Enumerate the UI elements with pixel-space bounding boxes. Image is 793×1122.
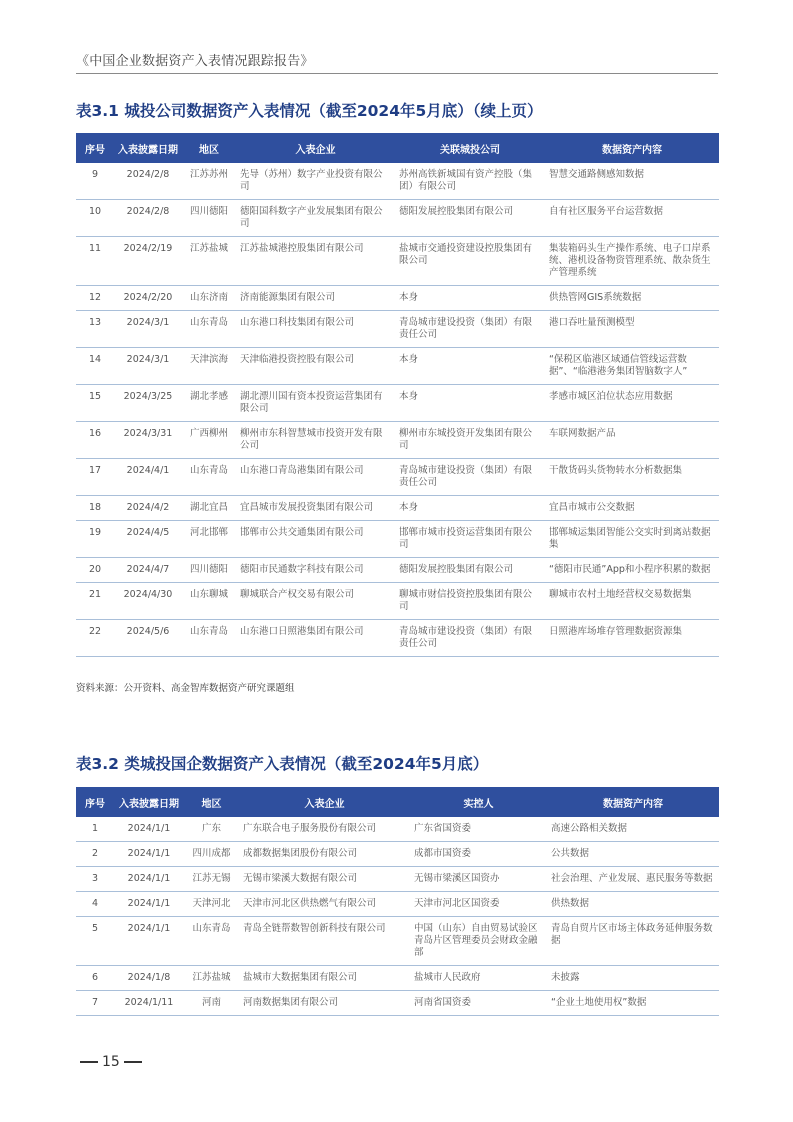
- table-cell: 孝感市城区泊位状态应用数据: [545, 385, 719, 422]
- table-cell: 2024/3/31: [114, 422, 182, 459]
- table-row: [76, 817, 719, 842]
- table-cell: 山东青岛: [182, 311, 236, 348]
- table-cell: 供热管网GIS系统数据: [545, 286, 719, 311]
- table-cell: 无锡市梁溪区国资办: [410, 867, 547, 892]
- table-cell: 济南能源集团有限公司: [236, 286, 395, 311]
- table-row: [76, 917, 719, 966]
- table-cell: 2024/1/1: [114, 917, 184, 966]
- table-cell: 青岛城市建设投资（集团）有限责任公司: [395, 459, 545, 496]
- table-cell: 12: [76, 286, 114, 311]
- table-cell: 广东省国资委: [410, 817, 547, 842]
- table-cell: 7: [76, 991, 114, 1016]
- table2-title: 表3.2 类城投国企数据资产入表情况（截至2024年5月底）: [76, 755, 489, 773]
- report-header-title: 《中国企业数据资产入表情况跟踪报告》: [76, 54, 314, 69]
- table-cell: 山东青岛: [182, 620, 236, 657]
- table-cell: 2024/4/1: [114, 459, 182, 496]
- table-cell: 无锡市梁溪大数据有限公司: [239, 867, 410, 892]
- table-cell: 6: [76, 966, 114, 991]
- table-cell: 2024/5/6: [114, 620, 182, 657]
- table-cell: 集装箱码头生产操作系统、电子口岸系统、港机设备物资管理系统、散杂货生产管理系统: [545, 237, 719, 286]
- table-cell: 湖北孝感: [182, 385, 236, 422]
- table-cell: 2024/1/1: [114, 817, 184, 842]
- table-cell: 22: [76, 620, 114, 657]
- table-cell: 2024/1/1: [114, 842, 184, 867]
- table-cell: 四川成都: [184, 842, 239, 867]
- table-cell: 天津市河北区供热燃气有限公司: [239, 892, 410, 917]
- table-cell: 社会治理、产业发展、惠民服务等数据: [547, 867, 719, 892]
- table1-title: 表3.1 城投公司数据资产入表情况（截至2024年5月底）（续上页）: [76, 102, 543, 120]
- header-divider: [76, 73, 718, 74]
- table-cell: “德阳市民通”App和小程序积累的数据: [545, 558, 719, 583]
- table-row: [76, 496, 719, 521]
- table-cell: 青岛全链帮数智创新科技有限公司: [239, 917, 410, 966]
- table-cell: 盐城市大数据集团有限公司: [239, 966, 410, 991]
- table2-column-header: 序号: [76, 787, 114, 817]
- page-number: [76, 1054, 146, 1070]
- table-cell: 山东港口日照港集团有限公司: [236, 620, 395, 657]
- table-cell: 邯郸市公共交通集团有限公司: [236, 521, 395, 558]
- table-cell: 江苏盐城: [182, 237, 236, 286]
- table-row: [76, 991, 719, 1016]
- table-cell: 天津河北: [184, 892, 239, 917]
- table-cell: 5: [76, 917, 114, 966]
- table-cell: 天津滨海: [182, 348, 236, 385]
- table-cell: 14: [76, 348, 114, 385]
- table-cell: 本身: [395, 348, 545, 385]
- table-cell: 17: [76, 459, 114, 496]
- table-row: [76, 459, 719, 496]
- table-cell: 智慧交通路侧感知数据: [545, 163, 719, 200]
- table-cell: 2024/4/2: [114, 496, 182, 521]
- table-cell: 成都数据集团股份有限公司: [239, 842, 410, 867]
- table-cell: 10: [76, 200, 114, 237]
- table-cell: 公共数据: [547, 842, 719, 867]
- table-cell: 港口吞吐量预测模型: [545, 311, 719, 348]
- source-note: 资料来源：公开资料、高金智库数据资产研究课题组: [76, 683, 295, 694]
- table-row: [76, 558, 719, 583]
- table-cell: 2: [76, 842, 114, 867]
- table-cell: 3: [76, 867, 114, 892]
- table-cell: 河南: [184, 991, 239, 1016]
- table-cell: 未披露: [547, 966, 719, 991]
- table-cell: “保税区临港区域通信管线运营数据”、“临港港务集团智脑数字人”: [545, 348, 719, 385]
- table-cell: 河南数据集团有限公司: [239, 991, 410, 1016]
- table-cell: 4: [76, 892, 114, 917]
- table-cell: 1: [76, 817, 114, 842]
- table-cell: “企业土地使用权”数据: [547, 991, 719, 1016]
- table2-header-row: [76, 787, 719, 817]
- table2-column-header: 地区: [184, 787, 239, 817]
- table2-column-header: 实控人: [410, 787, 547, 817]
- table-cell: 2024/4/5: [114, 521, 182, 558]
- page-number-value: 15: [102, 1054, 120, 1070]
- table-cell: 湖北宜昌: [182, 496, 236, 521]
- table-cell: 供热数据: [547, 892, 719, 917]
- table-cell: 湖北漂川国有资本投资运营集团有限公司: [236, 385, 395, 422]
- table-cell: 盐城市人民政府: [410, 966, 547, 991]
- table-cell: 四川德阳: [182, 558, 236, 583]
- table2-column-header: 入表企业: [239, 787, 410, 817]
- table-row: [76, 521, 719, 558]
- table-cell: 山东聊城: [182, 583, 236, 620]
- table2-body: [76, 817, 719, 1016]
- table-cell: 2024/1/11: [114, 991, 184, 1016]
- table-cell: 青岛城市建设投资（集团）有限责任公司: [395, 311, 545, 348]
- table-cell: 邯郸城运集团智能公交实时到离站数据集: [545, 521, 719, 558]
- table-cell: 2024/3/1: [114, 311, 182, 348]
- table-cell: 山东济南: [182, 286, 236, 311]
- table1-column-header: 关联城投公司: [395, 133, 545, 163]
- table1-header-row: [76, 133, 719, 163]
- table-cell: 柳州市东科智慧城市投资开发有限公司: [236, 422, 395, 459]
- table-row: [76, 163, 719, 200]
- table-cell: 2024/2/20: [114, 286, 182, 311]
- table2-column-header: 数据资产内容: [547, 787, 719, 817]
- table-cell: 2024/3/25: [114, 385, 182, 422]
- table-cell: 中国（山东）自由贸易试验区青岛片区管理委员会财政金融部: [410, 917, 547, 966]
- table1-column-header: 入表披露日期: [114, 133, 182, 163]
- table-row: [76, 966, 719, 991]
- table2: [76, 787, 719, 1016]
- table-cell: 2024/2/8: [114, 163, 182, 200]
- table-cell: 山东港口科技集团有限公司: [236, 311, 395, 348]
- table-row: [76, 200, 719, 237]
- table-cell: 邯郸市城市投资运营集团有限公司: [395, 521, 545, 558]
- table-cell: 天津市河北区国资委: [410, 892, 547, 917]
- table-row: [76, 348, 719, 385]
- table-cell: 高速公路相关数据: [547, 817, 719, 842]
- table-row: [76, 286, 719, 311]
- table-cell: 江苏苏州: [182, 163, 236, 200]
- table-cell: 宜昌城市发展投资集团有限公司: [236, 496, 395, 521]
- table-cell: 2024/1/1: [114, 892, 184, 917]
- table-cell: 德阳发展控股集团有限公司: [395, 558, 545, 583]
- table-cell: 江苏盐城港控股集团有限公司: [236, 237, 395, 286]
- table-cell: 青岛自贸片区市场主体政务延伸服务数据: [547, 917, 719, 966]
- table1-column-header: 地区: [182, 133, 236, 163]
- table-cell: 广西柳州: [182, 422, 236, 459]
- table-cell: 2024/4/30: [114, 583, 182, 620]
- table-cell: 山东青岛: [184, 917, 239, 966]
- table-cell: 车联网数据产品: [545, 422, 719, 459]
- table-cell: 德阳发展控股集团有限公司: [395, 200, 545, 237]
- table-cell: 聊城市农村土地经营权交易数据集: [545, 583, 719, 620]
- table-cell: 16: [76, 422, 114, 459]
- table1-column-header: 序号: [76, 133, 114, 163]
- table-cell: 青岛城市建设投资（集团）有限责任公司: [395, 620, 545, 657]
- table-cell: 本身: [395, 496, 545, 521]
- table-row: [76, 583, 719, 620]
- table-row: [76, 842, 719, 867]
- table-cell: 2024/3/1: [114, 348, 182, 385]
- table-cell: 2024/1/8: [114, 966, 184, 991]
- table-cell: 18: [76, 496, 114, 521]
- table-cell: 自有社区服务平台运营数据: [545, 200, 719, 237]
- table-cell: 20: [76, 558, 114, 583]
- table-cell: 盐城市交通投资建设控股集团有限公司: [395, 237, 545, 286]
- table-cell: 2024/4/7: [114, 558, 182, 583]
- table-cell: 21: [76, 583, 114, 620]
- table-cell: 19: [76, 521, 114, 558]
- page-number-dash-left: [80, 1061, 98, 1063]
- table-cell: 四川德阳: [182, 200, 236, 237]
- table-row: [76, 620, 719, 657]
- table-cell: 广东: [184, 817, 239, 842]
- table-cell: 江苏盐城: [184, 966, 239, 991]
- table-cell: 德阳国科数字产业发展集团有限公司: [236, 200, 395, 237]
- table1-body: [76, 163, 719, 657]
- table-cell: 先导（苏州）数字产业投资有限公司: [236, 163, 395, 200]
- table-row: [76, 237, 719, 286]
- table-cell: 本身: [395, 385, 545, 422]
- table-row: [76, 892, 719, 917]
- table-cell: 德阳市民通数字科技有限公司: [236, 558, 395, 583]
- table-cell: 2024/1/1: [114, 867, 184, 892]
- table-cell: 山东青岛: [182, 459, 236, 496]
- table-cell: 干散货码头货物转水分析数据集: [545, 459, 719, 496]
- table2-column-header: 入表披露日期: [114, 787, 184, 817]
- table-cell: 宜昌市城市公交数据: [545, 496, 719, 521]
- table-cell: 山东港口青岛港集团有限公司: [236, 459, 395, 496]
- table-cell: 柳州市东城投资开发集团有限公司: [395, 422, 545, 459]
- table-cell: 河南省国资委: [410, 991, 547, 1016]
- table-cell: 广东联合电子服务股份有限公司: [239, 817, 410, 842]
- table-cell: 11: [76, 237, 114, 286]
- table-cell: 2024/2/19: [114, 237, 182, 286]
- table-cell: 苏州高铁新城国有资产控股（集团）有限公司: [395, 163, 545, 200]
- table-cell: 2024/2/8: [114, 200, 182, 237]
- page-number-dash-right: [124, 1061, 142, 1063]
- table1: [76, 133, 719, 657]
- table1-column-header: 入表企业: [236, 133, 395, 163]
- table-cell: 日照港库场堆存管理数据资源集: [545, 620, 719, 657]
- table-cell: 天津临港投资控股有限公司: [236, 348, 395, 385]
- table-cell: 成都市国资委: [410, 842, 547, 867]
- table-cell: 13: [76, 311, 114, 348]
- table-cell: 河北邯郸: [182, 521, 236, 558]
- table-cell: 本身: [395, 286, 545, 311]
- table-cell: 聊城市财信投资控股集团有限公司: [395, 583, 545, 620]
- table-row: [76, 311, 719, 348]
- table-cell: 江苏无锡: [184, 867, 239, 892]
- table-row: [76, 422, 719, 459]
- table-cell: 15: [76, 385, 114, 422]
- table1-column-header: 数据资产内容: [545, 133, 719, 163]
- table-row: [76, 385, 719, 422]
- table-row: [76, 867, 719, 892]
- table-cell: 聊城联合产权交易有限公司: [236, 583, 395, 620]
- table-cell: 9: [76, 163, 114, 200]
